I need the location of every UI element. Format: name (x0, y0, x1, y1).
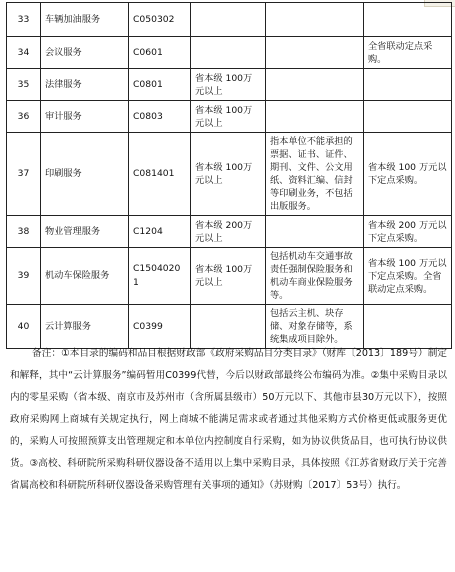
item-note (364, 305, 452, 349)
item-name: 审计服务 (41, 101, 129, 133)
item-code: C081401 (129, 133, 191, 216)
item-name: 车辆加油服务 (41, 3, 129, 37)
table-row-39 (7, 248, 452, 305)
item-note: 省本级 200 万元以下定点采购。 (364, 216, 452, 248)
row-number: 40 (7, 305, 41, 349)
item-name: 印刷服务 (41, 133, 129, 216)
table-row-37 (7, 133, 452, 216)
item-description (266, 101, 364, 133)
item-scope: 省本级 100万元以上 (191, 248, 266, 305)
procurement-catalog-table (6, 2, 452, 349)
item-description (266, 216, 364, 248)
item-description: 包括云主机、块存储、对象存储等，系统集成项目除外。 (266, 305, 364, 349)
row-number: 33 (7, 3, 41, 37)
table-row-40 (7, 305, 452, 349)
item-code: C1204 (129, 216, 191, 248)
remarks-paragraph: 备注：①本目录的编码和品目根据财政部《政府采购品目分类目录》（财库〔2013〕189号）制定和解释，其中“云计算服务”编码暂用C0399代替，今后以财政部最终公布编码为准。②集中采购目录以内的零星采购（省本级、南京市及苏州市（含所属县级市）50万元以下、其他市县30万元以下），按照政府采购网上商城有关规定执行，网上商城不能满足需求或者通过其他采购方式价格更低或服务更优的，采购人可按照预算支出管理规定和本单位内控制度自行采购，如为协议供货品目，也可执行协议供货。③高校、科研院所采购科研仪器设备不适用以上集中采购目录，具体按照《江苏省财政厅关于完善省属高校和科研院所科研仪器设备采购管理有关事项的通知》（苏财购〔2017〕53号）执行。 (10, 348, 447, 491)
row-number: 37 (7, 133, 41, 216)
item-code: C0801 (129, 69, 191, 101)
item-note: 省本级 100 万元以下定点采购。全省联动定点采购。 (364, 248, 452, 305)
item-note: 省本级 100 万元以下定点采购。 (364, 133, 452, 216)
item-description: 包括机动车交通事故责任强制保险服务和机动车商业保险服务等。 (266, 248, 364, 305)
item-code: C050302 (129, 3, 191, 37)
item-scope: 省本级 100万元以上 (191, 133, 266, 216)
item-code: C0601 (129, 37, 191, 69)
item-name: 物业管理服务 (41, 216, 129, 248)
row-number: 35 (7, 69, 41, 101)
item-code: C15040201 (129, 248, 191, 305)
item-note (364, 101, 452, 133)
item-description: 指本单位不能承担的票据、证书、证件、期刊、文件、公文用纸、资料汇编、信封等印刷业务，不包括出版服务。 (266, 133, 364, 216)
item-scope: 省本级 100万元以上 (191, 101, 266, 133)
row-number: 36 (7, 101, 41, 133)
item-description (266, 3, 364, 37)
item-code: C0803 (129, 101, 191, 133)
item-code: C0399 (129, 305, 191, 349)
item-scope (191, 305, 266, 349)
item-note (364, 3, 452, 37)
item-scope: 省本级 100万元以上 (191, 69, 266, 101)
item-description (266, 69, 364, 101)
item-scope (191, 37, 266, 69)
row-number: 39 (7, 248, 41, 305)
item-name: 机动车保险服务 (41, 248, 129, 305)
table-row-38 (7, 216, 452, 248)
item-note (364, 69, 452, 101)
table-row-35 (7, 69, 452, 101)
item-scope (191, 3, 266, 37)
table-row-36 (7, 101, 452, 133)
item-name: 法律服务 (41, 69, 129, 101)
item-note: 全省联动定点采购。 (364, 37, 452, 69)
item-name: 云计算服务 (41, 305, 129, 349)
item-scope: 省本级 200万元以上 (191, 216, 266, 248)
item-description (266, 37, 364, 69)
table-row-33 (7, 3, 452, 37)
table-row-34 (7, 37, 452, 69)
row-number: 34 (7, 37, 41, 69)
row-number: 38 (7, 216, 41, 248)
item-name: 会议服务 (41, 37, 129, 69)
